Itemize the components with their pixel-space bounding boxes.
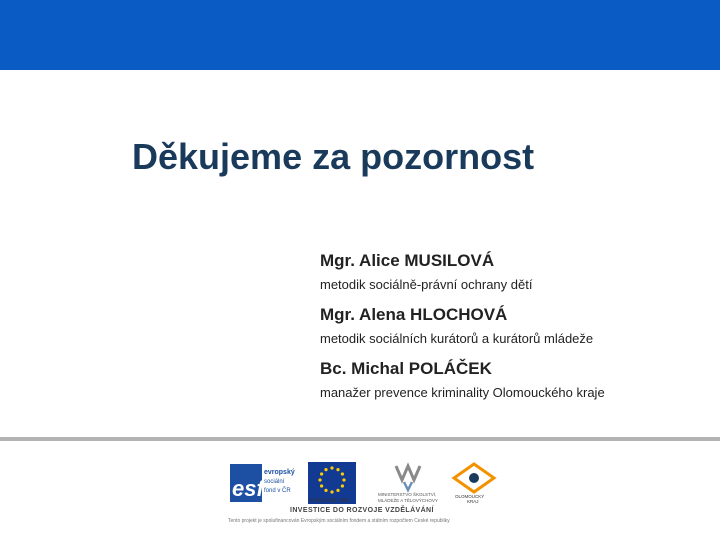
contact-role: metodik sociálně-právní ochrany dětí [320, 277, 533, 292]
esf-line3: fond v ČR [264, 488, 291, 494]
esf-line1: evropský [264, 469, 295, 476]
top-band [0, 0, 720, 70]
footer-logo-bar [228, 462, 498, 532]
eu-label: EVROPSKÁ UNIE [309, 498, 350, 504]
msmt-logo [374, 462, 442, 504]
eu-flag-logo [308, 462, 356, 504]
contact-name: Bc. Michal POLÁČEK [320, 359, 492, 378]
contact-item [320, 304, 710, 348]
esf-logo [228, 462, 300, 504]
ol-line1: OLOMOUCKÝ [455, 494, 485, 499]
contact-list [320, 250, 710, 412]
ol-line2: KRAJ [467, 499, 479, 504]
contact-role: manažer prevence kriminality Olomouckého kraje [320, 385, 605, 400]
msmt-line2: MLÁDEŽE A TĚLOVÝCHOVY [378, 498, 438, 503]
contact-name: Mgr. Alice MUSILOVÁ [320, 251, 495, 270]
svg-text:esf: esf [232, 476, 264, 501]
footer-tagline: INVESTICE DO ROZVOJE VZDĚLÁVÁNÍ [290, 507, 434, 514]
msmt-line1: MINISTERSTVO ŠKOLSTVÍ, [378, 492, 437, 497]
contact-item [320, 250, 710, 294]
olomoucky-kraj-logo [450, 462, 498, 504]
esf-line2: sociální [264, 479, 285, 485]
contact-item [320, 358, 710, 402]
footer-fineprint: Tento projekt je spolufinancován Evropským sociálním fondem a státním rozpočtem České republiky [228, 518, 450, 524]
footer-divider [0, 437, 720, 441]
slide-title: Děkujeme za pozornost [132, 136, 535, 177]
contact-role: metodik sociálních kurátorů a kurátorů mládeže [320, 331, 594, 346]
contact-name: Mgr. Alena HLOCHOVÁ [320, 305, 508, 324]
